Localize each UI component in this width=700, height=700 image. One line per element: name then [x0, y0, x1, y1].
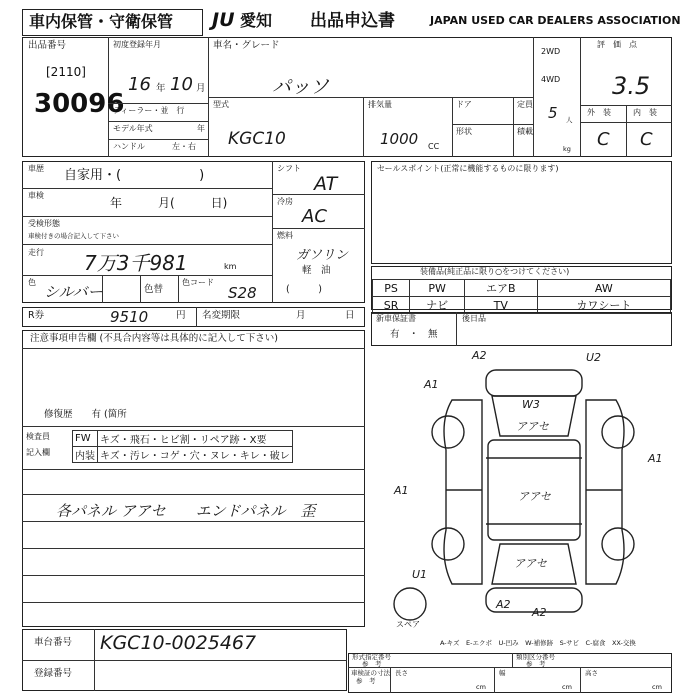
inspector-label: 検査員	[26, 432, 50, 441]
equip-pw: PW	[410, 280, 465, 297]
diagram-wheel-rl	[432, 528, 464, 560]
car-name-label: 車名・グレード	[213, 40, 280, 51]
fuel-option-other: ( )	[286, 284, 322, 295]
class-label: 類別区分番号	[516, 653, 555, 661]
ju-logo: JU	[212, 9, 235, 31]
type-hand: KGC10	[228, 129, 286, 149]
lot-label: 出品番号	[28, 40, 67, 51]
color-label: 色	[28, 278, 36, 287]
drive-4wd: 4WD	[541, 75, 561, 84]
color-swap-label: 色替	[144, 284, 164, 295]
chassis-hand: KGC10-0025467	[100, 632, 257, 654]
spec-ref: 参 考	[362, 660, 382, 668]
spare-label: スペア	[396, 620, 420, 629]
handle-value: 左・右	[172, 142, 196, 151]
color-code-hand: S28	[228, 284, 257, 302]
ac-label: 冷房	[277, 197, 293, 206]
score-label: 評 価 点	[597, 40, 637, 49]
damage-legend: A-キズ E-エクボ U-凹み W-補修跡 S-サビ C-腐食 XX-交換	[440, 639, 636, 647]
year-unit: 年	[156, 83, 166, 94]
recycle-hand: 9510	[110, 308, 149, 326]
capacity-hand: 5	[548, 104, 558, 122]
equip-ps: PS	[373, 280, 410, 297]
mileage-label: 走行	[28, 248, 44, 257]
warranty-label: 新車保証書	[376, 314, 416, 323]
inspection-label: 車検	[28, 191, 44, 200]
month-unit: 月	[196, 83, 206, 94]
size-ref: 参 考	[356, 677, 376, 685]
shift-label: シフト	[277, 164, 301, 173]
equipment-label: 装備品(純正品に限り○をつけてください)	[420, 267, 570, 276]
mark-roof: アアセ	[518, 490, 551, 503]
name-change-month: 月	[296, 310, 306, 321]
name-change-label: 名変期限	[202, 310, 241, 321]
mileage-hand: 7万3千981	[84, 251, 188, 275]
mark-hood: W3	[522, 398, 540, 411]
equip-sr: SR	[373, 297, 410, 314]
score-hand: 3.5	[612, 72, 651, 100]
door-label: ドア	[456, 100, 472, 109]
mark-front-right: U2	[586, 351, 602, 364]
equip-aw: AW	[537, 280, 670, 297]
lot-code: [2110]	[46, 65, 86, 79]
mark-rear-bumper-left: A2	[496, 598, 511, 611]
handle-label: ハンドル	[113, 142, 145, 151]
entry-label: 記入欄	[26, 448, 50, 457]
width-label: 幅	[499, 669, 506, 677]
displacement-unit: CC	[428, 142, 440, 151]
mark-left-door: A1	[394, 484, 409, 497]
diagram-right-side	[586, 400, 624, 584]
reg-number-label: 登録番号	[34, 668, 73, 679]
color-code-label: 色コード	[182, 278, 214, 287]
model-year-label: モデル年式	[113, 124, 153, 133]
capacity-unit: 人	[566, 116, 573, 124]
mark-hood-panel: アアセ	[516, 420, 549, 433]
mark-rear-bumper-right: A2	[532, 606, 547, 619]
mark-rear-left: U1	[412, 568, 428, 581]
recycle-unit: 円	[176, 310, 186, 321]
sales-point-label: セールスポイント(正常に機能するものに限ります)	[377, 164, 559, 173]
warranty-value: 有 ・ 無	[390, 329, 438, 340]
lot-number: 30096	[34, 89, 125, 119]
drive-2wd: 2WD	[541, 47, 561, 56]
inspect-form-label: 受検形態	[28, 219, 60, 228]
equip-airbag: エアB	[464, 280, 537, 297]
load-unit: kg	[563, 145, 571, 153]
interior-label: 内 装	[633, 108, 657, 117]
branch-name: 愛知	[240, 11, 273, 30]
shift-hand: AT	[314, 173, 338, 195]
interior-codes: キズ・汚レ・コゲ・穴・ヌレ・キレ・破レ	[100, 451, 290, 462]
exterior-label: 外 装	[587, 108, 611, 117]
mark-right-door: A1	[648, 452, 663, 465]
interior-hand: C	[640, 129, 653, 150]
displacement-hand: 1000	[380, 130, 419, 148]
reg-month-hand: 10	[170, 74, 193, 95]
association-name: JAPAN USED CAR DEALERS ASSOCIATION	[430, 14, 681, 27]
equip-tv: TV	[464, 297, 537, 314]
first-reg-label: 初度登録年月	[113, 40, 161, 49]
load-label: 積載	[517, 127, 533, 136]
fuel-option-diesel: 軽 油	[302, 265, 331, 276]
type-label: 型式	[213, 100, 229, 109]
model-year-unit: 年	[197, 124, 205, 133]
history-value: 自家用・( )	[64, 168, 205, 183]
repair-label: 修復歴 有 (箇所	[44, 409, 127, 420]
mark-left-fender: A1	[424, 378, 439, 391]
mileage-unit: km	[224, 262, 237, 271]
fw-label: FW	[73, 431, 98, 447]
diagram-wheel-fl	[432, 416, 464, 448]
notes-label: 注意事項申告欄 (不具合内容等は具体的に記入して下さい)	[30, 333, 278, 344]
fuel-hand: ガソリン	[296, 248, 349, 263]
diagram-front-bumper	[486, 370, 582, 396]
width-unit: cm	[562, 683, 572, 691]
length-unit: cm	[476, 683, 486, 691]
diagram-wheel-rr	[602, 528, 634, 560]
diagram-wheel-fr	[602, 416, 634, 448]
reg-year-hand: 16	[128, 74, 151, 95]
car-name-hand: パッソ	[272, 76, 330, 98]
dealer-label: ディーラー・並 行	[113, 106, 185, 115]
interior-label-cell: 内装	[73, 447, 98, 463]
equip-leather: カワシート	[537, 297, 670, 314]
form-title: 出品申込書	[310, 11, 395, 31]
fuel-label: 燃料	[277, 231, 293, 240]
name-change-day: 日	[345, 310, 355, 321]
capacity-label: 定員	[517, 100, 533, 109]
height-label: 高さ	[585, 669, 598, 677]
size-label: 車検証の寸法	[351, 669, 390, 677]
exterior-hand: C	[597, 129, 610, 150]
displacement-label: 排気量	[368, 100, 392, 109]
ac-hand: AC	[302, 206, 327, 227]
notes-handwriting: 各パネル アアセ エンドパネル 歪	[56, 502, 316, 520]
length-label: 長さ	[395, 669, 408, 677]
height-unit: cm	[652, 683, 662, 691]
recycle-label: R券	[28, 310, 45, 321]
equip-navi: ナビ	[410, 297, 465, 314]
history-label: 車歴	[28, 164, 44, 173]
after-item-label: 後日品	[462, 314, 486, 323]
inspection-value: 年 月( 日)	[110, 196, 228, 210]
color-hand: シルバー	[44, 283, 103, 301]
storage-label: 車内保管・守衛保管	[29, 12, 174, 31]
fw-codes: キズ・飛石・ヒビ割・リペア跡・X要	[100, 435, 267, 446]
shape-label: 形状	[456, 127, 472, 136]
mark-front-left: A2	[472, 349, 487, 362]
diagram-spare-wheel	[394, 588, 426, 620]
spec-label: 形式指定番号	[352, 653, 391, 661]
chassis-label: 車台番号	[34, 637, 73, 648]
inspect-form-note: 車検付きの場合記入して下さい	[28, 232, 119, 240]
mark-trunk: アアセ	[514, 557, 547, 570]
class-ref: 参 考	[526, 660, 546, 668]
